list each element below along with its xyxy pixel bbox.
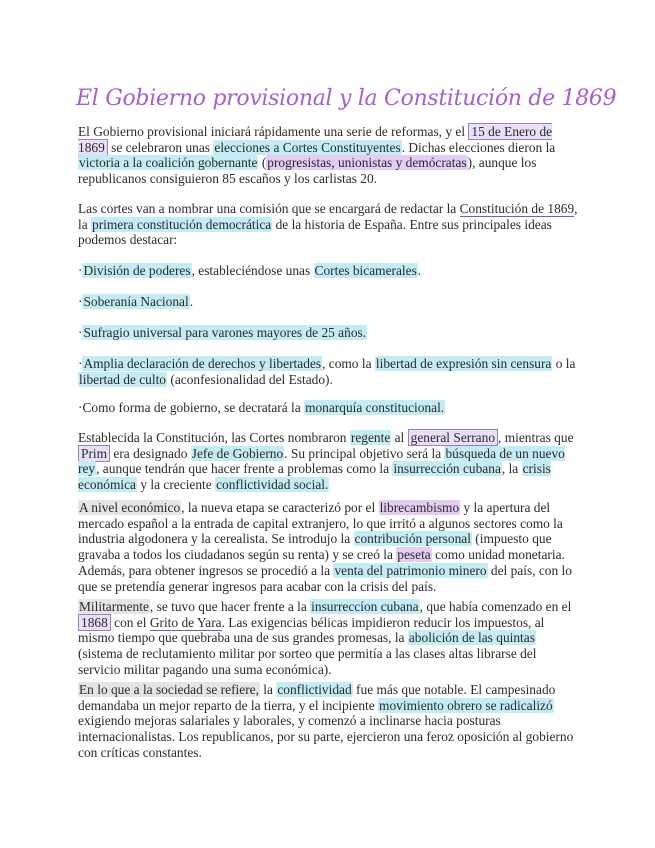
expression-highlight: libertad de expresión sin censura	[375, 356, 552, 371]
paragraph-military: Militarmente, se tuvo que hacer frente a la insurreccíon cubana, que había comenzado en el 1868 con el Grito de Yara. Las exigencias bélicas impidieron reducir los impuestos, al mismo tiempo que quebraba una de sus grandes promesas, la abolición de las quintas (sistema de reclutamiento militar por sorteo que permitía a las clases altas librarse del servicio militar pagando una suma económica).	[78, 599, 572, 677]
bullet-monarchy: ·Como forma de gobierno, se decratará la monarquía constitucional.	[78, 400, 445, 415]
sovereignty-highlight: Soberanía Nacional	[83, 294, 189, 309]
jefe-highlight: Jefe de Gobierno	[191, 445, 284, 461]
conflictividad-highlight: conflictividad	[277, 682, 352, 697]
paragraph-constitution: Las cortes van a nombrar una comisión que se encargará de redactar la Constitución de 1869, la primera constitución democrática de la historia de España. Entre sus principales ideas podemos destacar:	[78, 201, 578, 248]
prim-highlight: Prim	[78, 445, 110, 462]
paragraph-economy: A nivel económico, la nueva etapa se caracterizó por el librecambismo y la apertura del mercado español a la entrada de capital extranjero, lo que irritó a algunos sectores como la industria algodonera y la cerealista. Se introdujo la contribución personal (impuesto que gravaba a todos los ciudadanos según su renta) y se creó la peseta como unidad monetaria. Además, para obtener ingresos se procedió a la venta del patrimonio minero del país, con lo que se pretendía generar ingresos para acabar con la crisis del país.	[78, 500, 572, 594]
regent-highlight: regente	[350, 430, 391, 445]
bullet-rights: ·Amplia declaración de derechos y libertades, como la libertad de expresión sin censura o la libertad de culto (aconfesionalidad del Estado).	[78, 356, 576, 387]
economy-highlight: A nivel económico	[79, 500, 181, 515]
crisis-highlight: crisis económica	[78, 461, 551, 493]
bullet-division: ·División de poderes, estableciéndose unas Cortes bicamerales.	[78, 263, 422, 278]
year-highlight: 1868	[78, 614, 111, 631]
paragraph-society: En lo que a la sociedad se refiere, la conflictividad fue más que notable. El campesinado demandaba un mejor reparto de la tierra, y el incipiente movimiento obrero se radicalizó exigiendo mejoras salariales y laborales, y comenzó a inclinarse hacia posturas internacionalistas. Los republicanos, por su parte, ejercieron una feroz oposición al gobierno con críticas constantes.	[78, 682, 574, 760]
cult-highlight: libertad de culto	[79, 371, 167, 387]
elections-highlight: elecciones a Cortes Constituyentes	[214, 139, 401, 155]
grito-underline: Grito de Yara	[149, 614, 222, 630]
suffrage-highlight: Sufragio universal para varones mayores de 25 años.	[83, 325, 367, 340]
cortes-highlight: Cortes bicamerales	[314, 263, 417, 278]
conflict-highlight: conflictividad social.	[216, 477, 329, 493]
rights-highlight: Amplia declaración de derechos y libertades	[83, 356, 322, 371]
bullet-sovereignty: ·Soberanía Nacional.	[78, 294, 194, 309]
constitution-underline: Constitución de 1869	[459, 201, 575, 216]
monarchy-highlight: monarquía constitucional.	[305, 400, 445, 415]
military-highlight: Militarmente	[79, 599, 149, 614]
quintas-highlight: abolición de las quintas	[408, 630, 535, 646]
society-highlight: En lo que a la sociedad se refiere,	[79, 682, 259, 697]
paragraph-regency: Establecida la Constitución, las Cortes nombraron regente al general Serrano , mientras que Prim era designado Jefe de Gobierno. Su principal objetivo será la búsqueda de un nuevo rey, aunque tendrán que hacer frente a problemas como la insurrección cubana, la crisis económica y la creciente conflictividad social.	[78, 430, 574, 493]
tax-highlight: contribución personal	[354, 531, 471, 547]
king-highlight: búsqueda de un nuevo rey	[78, 445, 565, 477]
paragraph-elections: El Gobierno provisional iniciará rápidamente una serie de reformas, y el 15 de Enero de 1869 se celebraron unas elecciones a Cortes Constituyentes. Dichas elecciones dieron la victoria a la coalición gobernante (progresistas, unionistas y demócratas), aunque los republicanos consiguieron 85 escaños y los carlistas 20.	[78, 124, 556, 187]
insurrection-highlight: insurreccíon cubana	[311, 599, 419, 614]
mining-highlight: venta del patrimonio minero	[334, 562, 487, 578]
victory-highlight: victoria a la coalición gobernante	[79, 155, 258, 171]
date-highlight: 15 de Enero de 1869	[78, 124, 553, 155]
free-trade-highlight: librecambismo	[379, 500, 460, 515]
cuban-highlight: insurrección cubana	[393, 461, 501, 477]
peseta-highlight: peseta	[397, 547, 431, 563]
parties-highlight: progresistas, unionistas y demócratas	[267, 155, 467, 171]
bullet-suffrage: ·Sufragio universal para varones mayores de 25 años.	[78, 325, 367, 340]
first-constitution-highlight: primera constitución democrática	[92, 216, 272, 232]
workers-highlight: movimiento obrero se radicalizó	[379, 697, 553, 713]
serrano-highlight: general Serrano	[408, 429, 498, 446]
page-title: El Gobierno provisional y la Constitución de 1869	[76, 86, 617, 111]
division-highlight: División de poderes	[83, 263, 191, 278]
